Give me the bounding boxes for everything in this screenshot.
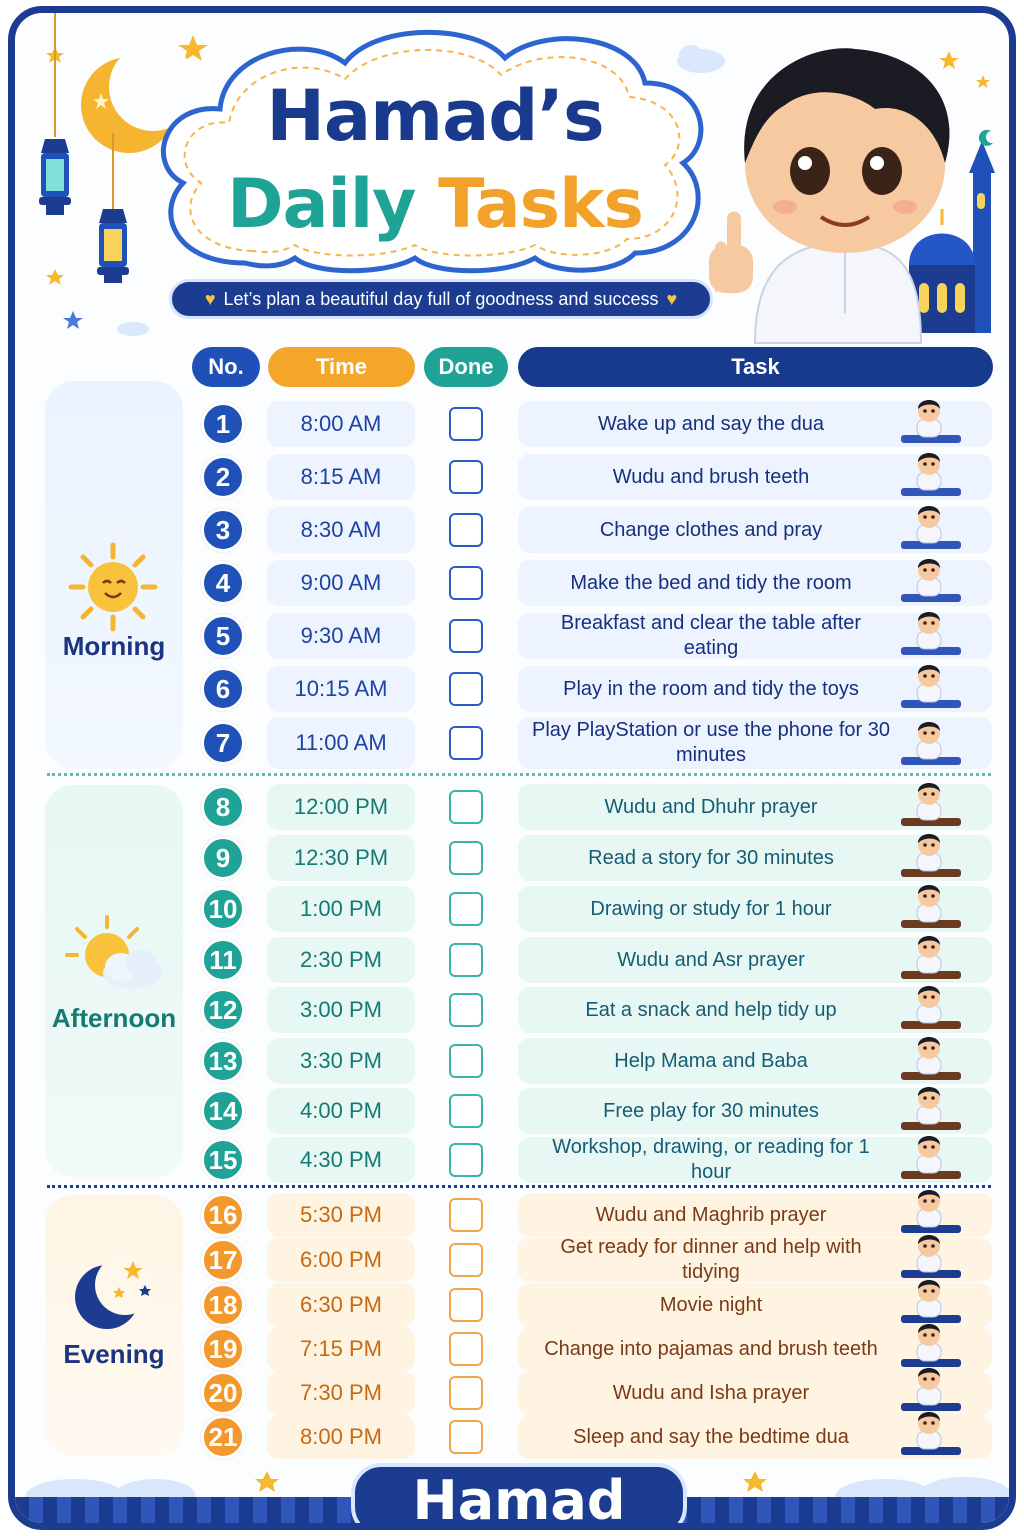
lantern-icon [39,13,71,215]
done-checkbox[interactable] [449,672,483,706]
task-number: 8 [201,785,245,829]
task-number: 15 [201,1138,245,1182]
lantern-icon [97,133,129,283]
task-text: Change clothes and pray [599,518,823,541]
table-row [15,1137,1016,1183]
task-text: Wake up and say the dua [597,412,825,435]
star-icon [743,1471,767,1492]
subtitle-text: Let’s plan a beautiful day full of goodness and success [223,288,659,309]
title-word-tasks: Tasks [438,165,643,244]
page-title-line2 [175,165,695,244]
table-row [15,886,1016,932]
column-header-no: No. [192,347,260,387]
done-checkbox[interactable] [449,841,483,875]
section-label-morning: Morning [62,631,166,661]
task-time: 7:15 PM [267,1327,415,1371]
page-title-line1: Hamad’s [266,75,604,157]
column-header-done: Done [424,347,508,387]
title-word-daily: Daily [227,165,416,244]
star-icon [46,269,64,285]
done-checkbox[interactable] [449,1376,483,1410]
task-time: 4:00 PM [267,1088,415,1134]
task-time: 8:00 PM [267,1415,415,1459]
table-row [15,1193,1016,1237]
task-number: 18 [201,1283,245,1327]
done-checkbox[interactable] [449,993,483,1027]
breakfast-icon [893,607,965,659]
task-text: Movie night [659,1293,763,1316]
table-row [15,401,1016,447]
heart-icon: ♥ [666,288,678,309]
toys-icon [893,660,965,712]
task-text: Make the bed and tidy the room [570,571,852,594]
done-checkbox[interactable] [449,1044,483,1078]
task-time: 8:00 AM [267,401,415,447]
sleeping-icon [893,1407,965,1459]
task-text: Play PlayStation or use the phone for 30 minutes [531,719,890,766]
task-text: Workshop, drawing, or reading for 1 hour [552,1136,870,1183]
task-number: 20 [201,1371,245,1415]
boy-character-icon [709,48,949,343]
task-time: 9:00 AM [267,560,415,606]
done-checkbox[interactable] [449,566,483,600]
waking-up-icon [893,395,965,447]
task-number: 9 [201,836,245,880]
task-number: 12 [201,988,245,1032]
prostrating-icon [893,931,965,983]
done-checkbox[interactable] [449,943,483,977]
reading-icon [893,829,965,881]
task-time: 3:30 PM [267,1038,415,1084]
table-row [15,937,1016,983]
task-time: 5:30 PM [267,1193,415,1237]
task-time: 12:30 PM [267,835,415,881]
done-checkbox[interactable] [449,892,483,926]
table-row [15,613,1016,659]
section-label-evening: Evening [63,1339,165,1369]
table-row [15,454,1016,500]
chart-frame [8,6,1016,1530]
task-number: 10 [201,887,245,931]
done-checkbox[interactable] [449,1243,483,1277]
section-label-afternoon: Afternoon [51,1003,177,1033]
task-text: Eat a snack and help tidy up [585,998,837,1021]
heart-icon: ♥ [204,288,216,309]
done-checkbox[interactable] [449,1420,483,1454]
task-number: 6 [201,667,245,711]
table-row [15,987,1016,1033]
table-row [15,1283,1016,1327]
table-row [15,784,1016,830]
praying-icon [893,501,965,553]
table-row [15,835,1016,881]
task-text: Sleep and say the bedtime dua [573,1425,849,1448]
star-icon [255,1471,279,1492]
done-checkbox[interactable] [449,460,483,494]
task-text: Wudu and Asr prayer [617,948,805,971]
task-time: 3:00 PM [267,987,415,1033]
done-checkbox[interactable] [449,619,483,653]
done-checkbox[interactable] [449,1094,483,1128]
easel-icon [893,1131,965,1183]
task-number: 17 [201,1238,245,1282]
task-number: 19 [201,1327,245,1371]
table-row [15,1415,1016,1459]
task-text: Free play for 30 minutes [603,1099,819,1122]
table-row [15,507,1016,553]
name-plate: Hamad [351,1463,687,1530]
done-checkbox[interactable] [449,790,483,824]
task-time: 1:00 PM [267,886,415,932]
done-checkbox[interactable] [449,726,483,760]
task-text: Wudu and Maghrib prayer [595,1203,827,1226]
task-number: 7 [201,721,245,765]
star-icon [976,75,990,88]
done-checkbox[interactable] [449,1143,483,1177]
task-text: Help Mama and Baba [614,1049,808,1072]
task-number: 21 [201,1415,245,1459]
task-time: 11:00 AM [267,717,415,769]
task-text: Wudu and brush teeth [612,465,810,488]
praying-icon [893,778,965,830]
task-text: Breakfast and clear the table after eating [560,612,862,659]
snack-icon [893,981,965,1033]
task-time: 2:30 PM [267,937,415,983]
column-header-task: Task [518,347,993,387]
table-row [15,1238,1016,1282]
task-number: 4 [201,561,245,605]
done-checkbox[interactable] [449,1198,483,1232]
making-bed-icon [893,554,965,606]
brushing-teeth-icon [893,448,965,500]
task-text: Change into pajamas and brush teeth [544,1337,878,1360]
task-time: 6:00 PM [267,1238,415,1282]
star-icon [63,311,83,329]
task-time: 4:30 PM [267,1137,415,1183]
subtitle-banner [169,279,713,319]
task-number: 2 [201,455,245,499]
task-number: 11 [201,938,245,982]
done-checkbox[interactable] [449,513,483,547]
table-row [15,560,1016,606]
task-time: 8:30 AM [267,507,415,553]
done-checkbox[interactable] [449,1288,483,1322]
task-text: Get ready for dinner and help with tidying [560,1236,862,1283]
table-row [15,717,1016,769]
task-number: 16 [201,1193,245,1237]
table-row [15,1327,1016,1371]
task-time: 6:30 PM [267,1283,415,1327]
section-divider [47,1185,991,1188]
task-text: Read a story for 30 minutes [588,846,834,869]
drawing-icon [893,880,965,932]
done-checkbox[interactable] [449,407,483,441]
column-header-time: Time [268,347,415,387]
task-time: 10:15 AM [267,666,415,712]
task-number: 1 [201,402,245,446]
star-icon [939,51,959,69]
table-row [15,666,1016,712]
task-time: 12:00 PM [267,784,415,830]
football-icon [893,1082,965,1134]
task-text: Play in the room and tidy the toys [563,677,859,700]
task-time: 9:30 AM [267,613,415,659]
task-number: 14 [201,1089,245,1133]
done-checkbox[interactable] [449,1332,483,1366]
task-number: 5 [201,614,245,658]
table-row [15,1038,1016,1084]
task-number: 13 [201,1039,245,1083]
table-row [15,1371,1016,1415]
task-time: 7:30 PM [267,1371,415,1415]
task-number: 3 [201,508,245,552]
gaming-icon [893,717,965,769]
section-divider [47,773,991,776]
helping-icon [893,1032,965,1084]
task-time: 8:15 AM [267,454,415,500]
task-text: Drawing or study for 1 hour [590,897,832,920]
task-text: Wudu and Isha prayer [612,1381,810,1404]
task-text: Wudu and Dhuhr prayer [604,795,818,818]
table-row [15,1088,1016,1134]
